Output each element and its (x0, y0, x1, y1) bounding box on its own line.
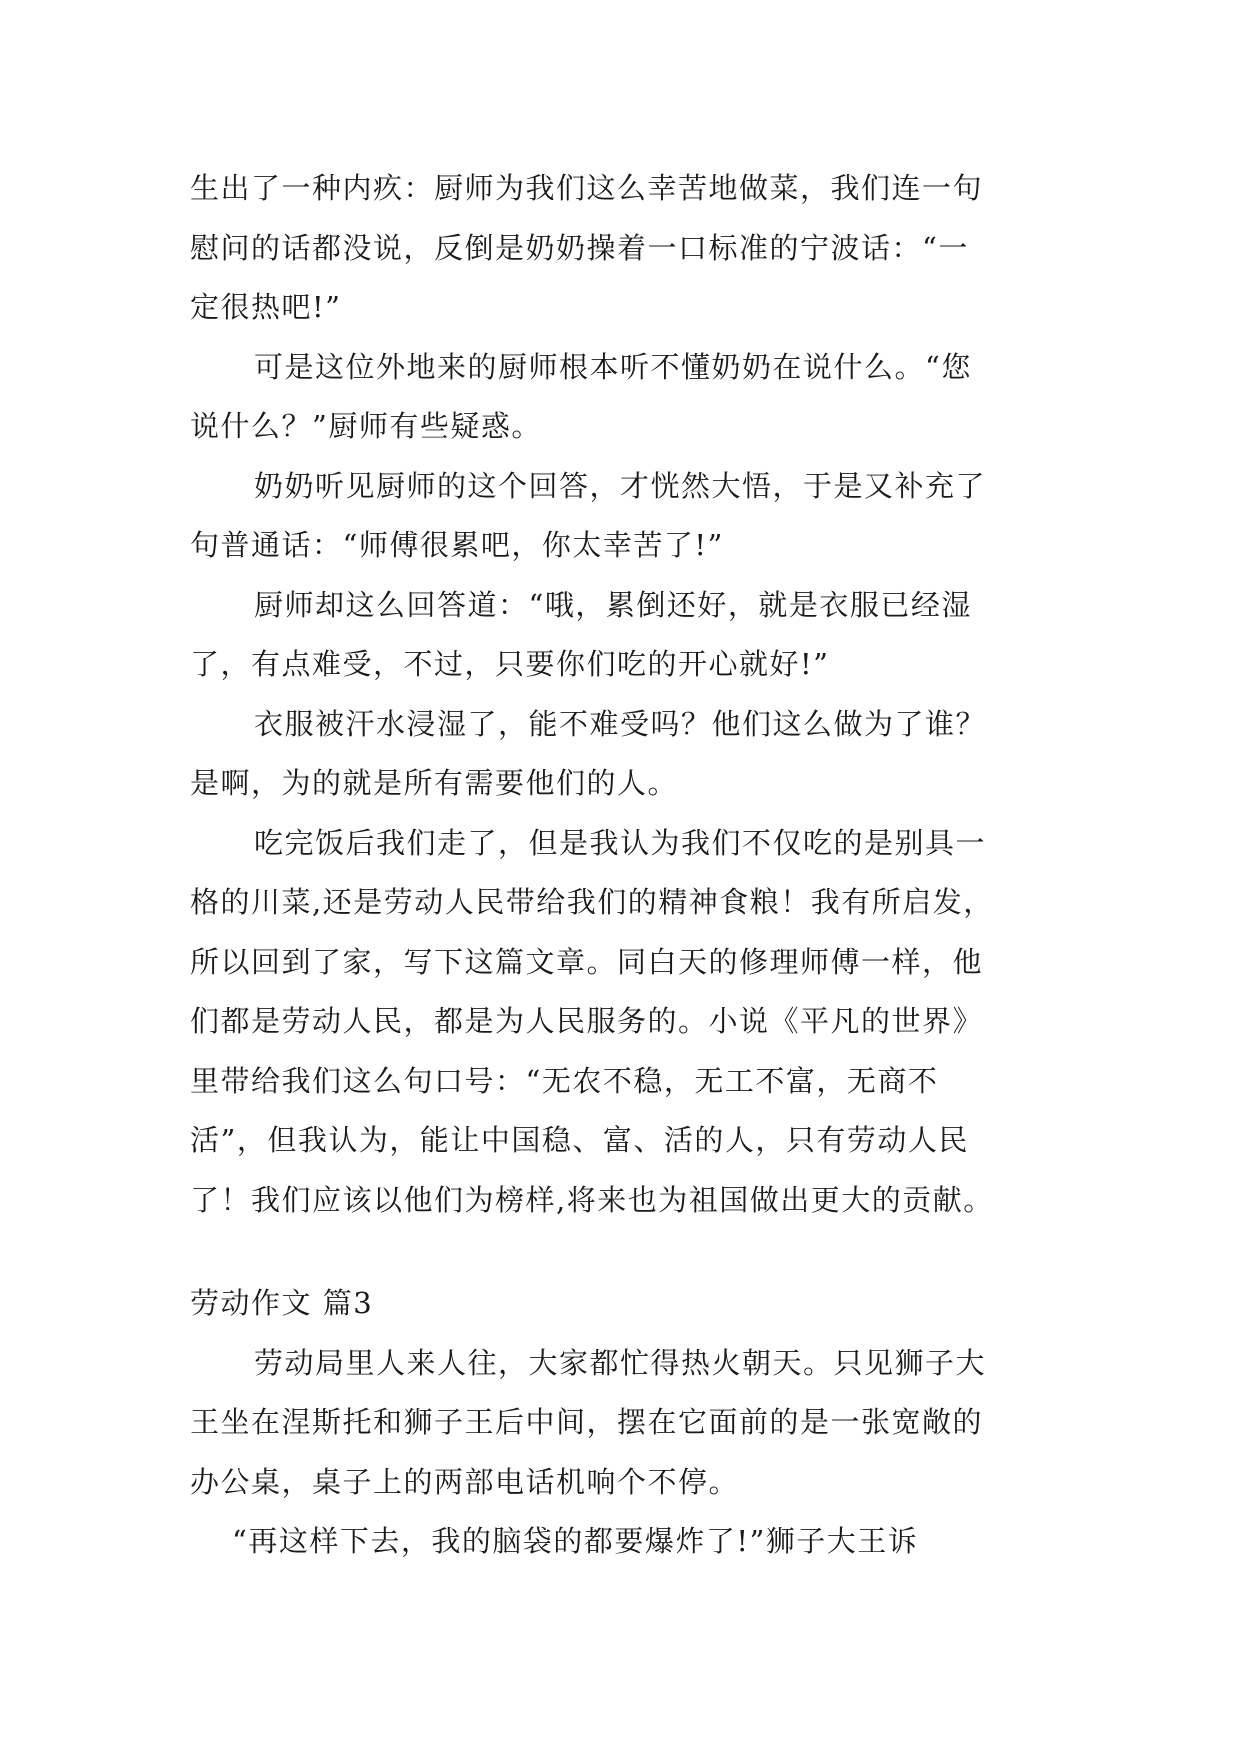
text-line: 可是这位外地来的厨师根本听不懂奶奶在说什么。“您 (254, 350, 972, 384)
text-line: 说什么？”厨师有些疑惑。 (190, 409, 542, 443)
text-line: 里带给我们这么句口号：“无农不稳，无工不富，无商不 (190, 1064, 939, 1098)
text-line: 定很热吧!” (190, 290, 342, 324)
text-line: 衣服被汗水浸湿了，能不难受吗？他们这么做为了谁？ (254, 707, 987, 741)
text-line: 了！我们应该以他们为榜样,将来也为祖国做出更大的贡献。 (190, 1183, 994, 1217)
text-line: 了，有点难受，不过，只要你们吃的开心就好!” (190, 647, 830, 681)
section-heading: 劳动作文 篇3 (190, 1286, 374, 1320)
text-line: 们都是劳动人民，都是为人民服务的。小说《平凡的世界》 (190, 1004, 984, 1038)
text-line: 是啊，为的就是所有需要他们的人。 (190, 766, 679, 800)
text-line: 吃完饭后我们走了，但是我认为我们不仅吃的是别具一 (254, 826, 987, 860)
text-line: “再这样下去，我的脑袋的都要爆炸了!”狮子大王诉 (232, 1524, 919, 1558)
text-line: 句普通话：“师傅很累吧，你太幸苦了!” (190, 528, 724, 562)
text-line: 王坐在涅斯托和狮子王后中间，摆在它面前的是一张宽敞的 (190, 1405, 984, 1439)
text-line: 格的川菜,还是劳动人民带给我们的精神食粮！我有所启发， (190, 885, 994, 919)
text-line: 劳动局里人来人往，大家都忙得热火朝天。只见狮子大 (254, 1346, 987, 1380)
text-line: 厨师却这么回答道：“哦，累倒还好，就是衣服已经湿 (254, 588, 972, 622)
text-line: 办公桌，桌子上的两部电话机响个不停。 (190, 1465, 740, 1499)
text-line: 活”，但我认为，能让中国稳、富、活的人，只有劳动人民 (190, 1123, 969, 1157)
text-line: 所以回到了家，写下这篇文章。同白天的修理师傅一样，他 (190, 945, 984, 979)
text-line: 生出了一种内疚：厨师为我们这么幸苦地做菜，我们连一句 (190, 171, 984, 205)
text-line: 奶奶听见厨师的这个回答，才恍然大悟，于是又补充了 (254, 469, 987, 503)
text-line: 慰问的话都没说，反倒是奶奶操着一口标准的宁波话：“一 (190, 231, 969, 265)
